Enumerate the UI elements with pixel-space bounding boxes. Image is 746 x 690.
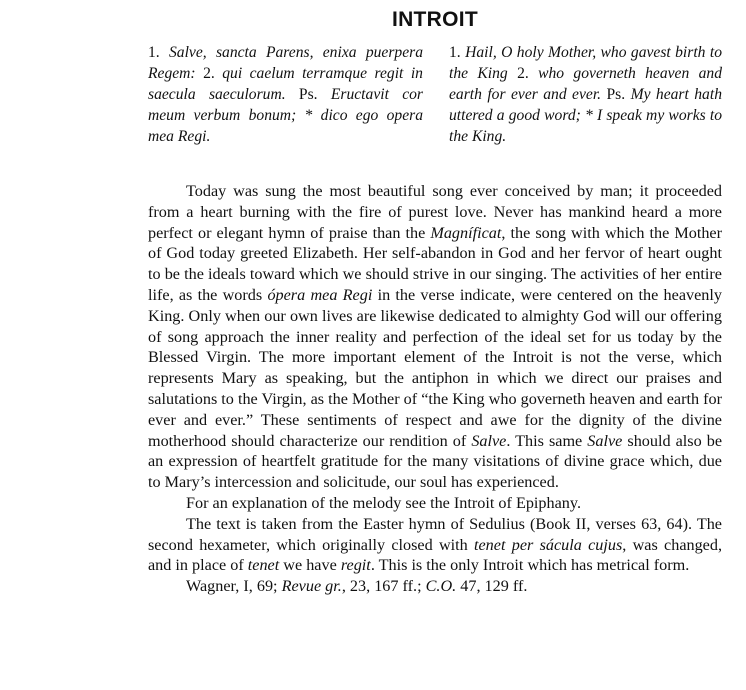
psalm-marker: Ps. — [298, 86, 318, 103]
latin-antiphon-part-1: Salve, sancta Parens, enixa puerpera Regem: — [148, 44, 423, 82]
verse-number: 1. — [148, 44, 160, 61]
bibliography-line — [148, 576, 722, 597]
verse-number: 2. — [203, 65, 215, 82]
italic-term: Salve — [587, 431, 623, 450]
verse-number: 2. — [517, 65, 529, 82]
psalm-marker: Ps. — [606, 86, 626, 103]
italic-term: Salve — [471, 431, 507, 450]
text-run: Today was sung the most beautiful song ever conceived by man; it proceeded from a heart burning with the fire of purest love. Never has mankind heard a more perfect or elegant hymn of praise than the — [148, 182, 722, 242]
italic-term: ópera mea Regi — [267, 285, 373, 304]
commentary — [148, 181, 722, 597]
text-run: . This same — [506, 431, 588, 450]
text-run: we have — [279, 556, 341, 575]
latin-antiphon-part-2: qui caelum terramque regit in saecula saeculorum. — [148, 65, 423, 103]
english-text-column — [449, 42, 722, 147]
text-run: The text is taken from the Easter hymn of Sedulius (Book II, verses 63, 64). The second hexameter, which originally closed with — [148, 514, 722, 554]
verse-number: 1. — [449, 44, 461, 61]
text-run: in the verse indicate, were centered on the heavenly King. Only when our own lives are likewise dedicated to almighty God will our offering of song approach the inner reality and perfection of the ideal set for us today by the Blessed Virgin. The more important element of the Introit is not the verse, which represents Mary as speaking, but the antiphon in which we direct our praises and salutations to the Virgin, as the Mother of “the King who governeth heaven and earth for ever and ever.” These sentiments of respect and awe for the dignity of the divine motherhood should characterize our rendition of — [148, 285, 722, 450]
english-antiphon-part-1: Hail, O holy Mother, who gavest birth to the King — [449, 44, 722, 82]
latin-psalm-verse: Eructavit cor meum verbum bonum; * dico ego opera mea Regi. — [148, 86, 423, 145]
italic-term: C.O. — [425, 577, 457, 596]
text-run: Wagner, I, 69; — [186, 577, 282, 596]
text-run: should also be an expression of heartfelt gratitude for the many visitations of divine grace which, due to Mary’s intercession and solicitude, our soul has experienced. — [148, 431, 723, 492]
text-run: , was changed, and in place of — [148, 535, 723, 575]
italic-term: tenet per sácula cujus — [474, 535, 623, 554]
section-title: INTROIT — [391, 8, 479, 31]
italic-term: tenet — [247, 556, 280, 575]
text-run: 47, 129 ff. — [456, 577, 528, 596]
italic-term: regit — [340, 556, 371, 575]
italic-term: Magníficat — [430, 223, 502, 242]
latin-text-column — [148, 42, 423, 147]
commentary-paragraph — [148, 514, 722, 576]
english-psalm-verse: My heart hath uttered a good word; * I speak my works to the King. — [449, 86, 722, 145]
text-run: , 23, 167 ff.; — [341, 577, 426, 596]
italic-term: Revue gr. — [281, 577, 342, 596]
commentary-paragraph — [148, 181, 722, 493]
commentary-paragraph: For an explanation of the melody see the Introit of Epiphany. — [186, 493, 581, 512]
english-antiphon-part-2: who governeth heaven and earth for ever and ever. — [449, 65, 723, 103]
text-run: , the song with which the Mother of God today greeted Elizabeth. Her self-abandon in God and her fervor of heart ought to be the ideals toward which we should strive in our singing. The activities of her entire life, as the words — [148, 223, 722, 304]
text-run: . This is the only Introit which has metrical form. — [370, 556, 690, 575]
